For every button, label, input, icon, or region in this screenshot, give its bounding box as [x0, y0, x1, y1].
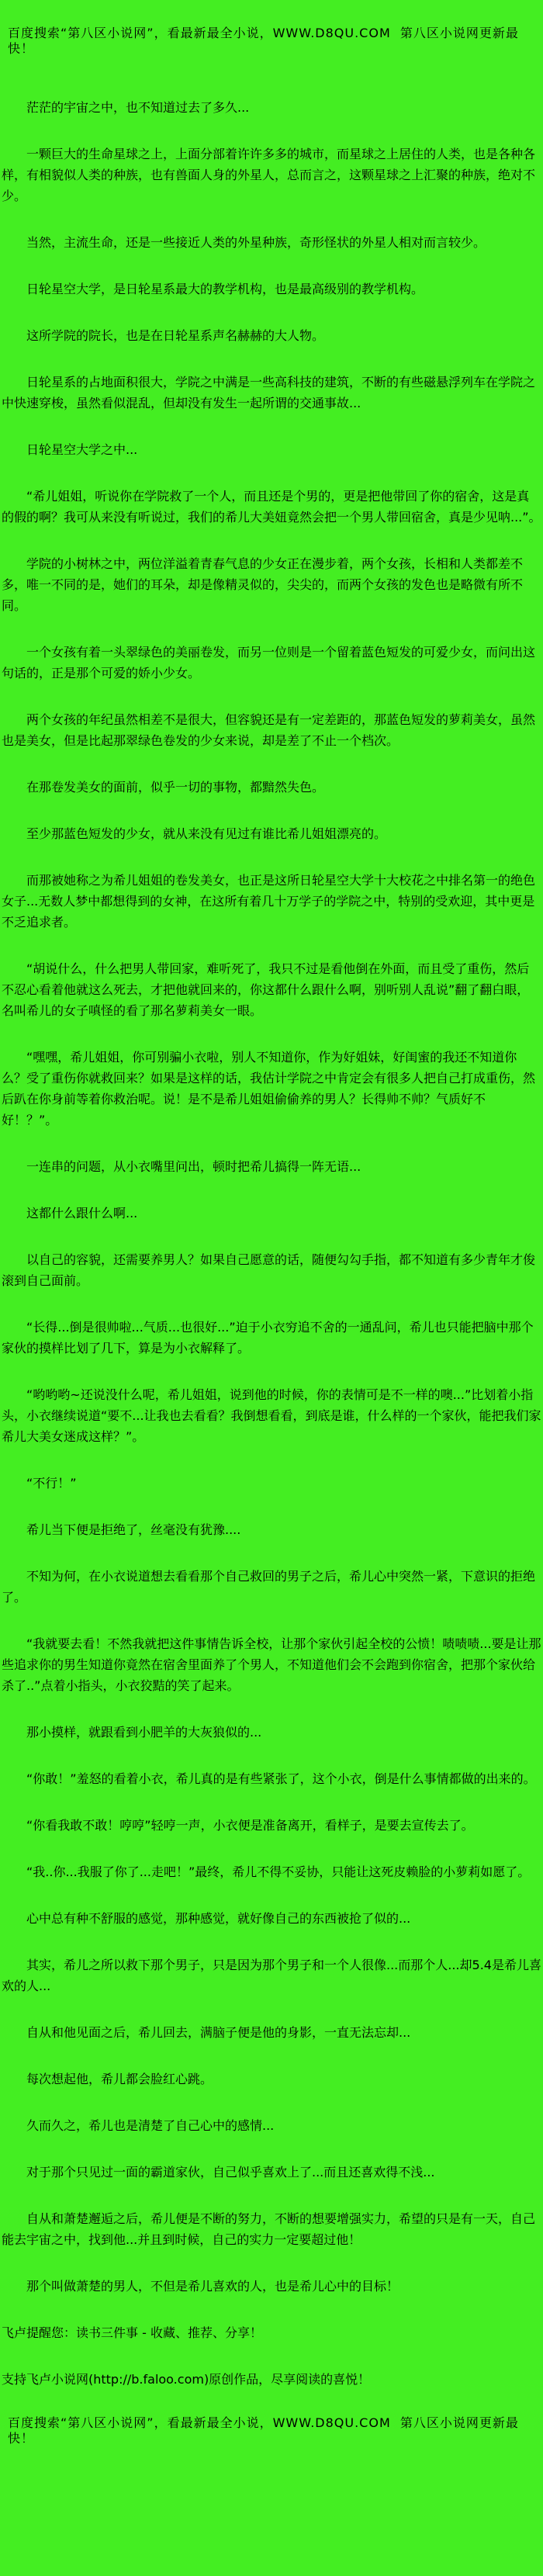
novel-paragraph: “嘿嘿，希儿姐姐，你可别骗小衣啦，别人不知道你，作为好姐妹，好闺蜜的我还不知道你么？受了重伤你就救回来？如果是这样的话，我估计学院之中肯定会有很多人把自己打成重伤，然后趴在你身前等着你救治呢。说！是不是希儿姐姐偷偷养的男人？长得帅不帅？气质好不好！？”。 [2, 1050, 536, 1127]
novel-paragraph: “希儿姐姐，听说你在学院救了一个人，而且还是个男的，更是把他带回了你的宿舍，这是真的假的啊？我可从来没有听说过，我们的希儿大美妞竟然会把一个男人带回宿舍，真是少见呐...”。 [2, 489, 541, 525]
novel-paragraph: 以自己的容貌，还需要养男人？如果自己愿意的话，随便勾勾手指，都不知道有多少青年才俊滚到自己面前。 [2, 1252, 536, 1288]
novel-paragraph: 每次想起他，希儿都会脸红心跳。 [26, 2072, 213, 2086]
promo-banner-bottom: 百度搜索“第八区小说网”，看最新最全小说，WWW.D8QU.COM 第八区小说网更新最快！ [8, 2415, 519, 2446]
novel-paragraph: 心中总有种不舒服的感觉，那种感觉，就好像自己的东西被抢了似的... [26, 1911, 411, 1926]
novel-paragraph: 一颗巨大的生命星球之上，上面分部着许许多多的城市，而星球之上居住的人类，也是各种各样，有相貌似人类的种族，也有兽面人身的外星人，总而言之，这颗星球之上汇聚的种族，绝对不少。 [2, 147, 536, 203]
novel-paragraph: “你看我敢不敢！哼哼”轻哼一声，小衣便是准备离开，看样子，是要去宣传去了。 [26, 1818, 474, 1833]
novel-paragraph: 其实，希儿之所以救下那个男子，只是因为那个男子和一个人很像...而那个人...却5.4是希儿喜欢的人... [2, 1958, 541, 1993]
novel-paragraph: 日轮星空大学之中... [26, 442, 138, 457]
novel-paragraph: 当然，主流生命，还是一些接近人类的外星种族，奇形怪状的外星人相对而言较少。 [26, 235, 486, 250]
novel-paragraph: 在那卷发美女的面前，似乎一切的事物，都黯然失色。 [26, 780, 325, 795]
novel-paragraph: “胡说什么，什么把男人带回家，难听死了，我只不过是看他倒在外面，而且受了重伤，然后不忍心看着他就这么死去，才把他就回来的，你这都什么跟什么啊，别听别人乱说”翻了翻白眼，名叫希儿的女子嗔怪的看了那名萝莉美女一眼。 [2, 961, 530, 1018]
novel-paragraph: 久而久之，希儿也是清楚了自己心中的感情... [26, 2118, 275, 2133]
novel-paragraph: “哟哟哟~还说没什么呢，希儿姐姐，说到他的时候，你的表情可是不一样的噢...”比划着小指头，小衣继续说道“要不...让我也去看看？我倒想看看，到底是谁，什么样的一个家伙，能把我们家希儿大美女迷成这样？”。 [2, 1387, 541, 1444]
novel-paragraph: 那小摸样，就跟看到小肥羊的大灰狼似的... [26, 1725, 262, 1740]
novel-paragraph: 而那被她称之为希儿姐姐的卷发美女，也正是这所日轮星空大学十大校花之中排名第一的绝色女子...无数人梦中都想得到的女神，在这所有着几十万学子的学院之中，特别的受欢迎，其中更是不乏追求者。 [2, 873, 536, 930]
novel-paragraph: 茫茫的宇宙之中，也不知道过去了多久... [26, 100, 250, 115]
novel-paragraph: 学院的小树林之中，两位洋溢着青春气息的少女正在漫步着，两个女孩，长相和人类都差不多，唯一不同的是，她们的耳朵，却是像精灵似的，尖尖的，而两个女孩的发色也是略微有所不同。 [2, 556, 524, 613]
novel-paragraph: “我就要去看！不然我就把这件事情告诉全校，让那个家伙引起全校的公愤！啧啧啧...要是让那些追求你的男生知道你竟然在宿舍里面养了个男人，不知道他们会不会跑到你宿舍，把那个家伙给杀了..”点着小指头，小衣狡黠的笑了起来。 [2, 1636, 541, 1693]
novel-paragraph: 自从和他见面之后，希儿回去，满脑子便是他的身影，一直无法忘却... [26, 2025, 411, 2040]
novel-paragraph: 希儿当下便是拒绝了，丝毫没有犹豫.... [26, 1522, 241, 1537]
novel-paragraph: 不知为何，在小衣说道想去看看那个自己救回的男子之后，希儿心中突然一紧，下意识的拒绝了。 [2, 1569, 536, 1605]
novel-paragraph: “你敢！”羞怒的看着小衣，希儿真的是有些紧张了，这个小衣，倒是什么事情都做的出来的。 [26, 1771, 536, 1786]
novel-paragraph: 至少那蓝色短发的少女，就从来没有见过有谁比希儿姐姐漂亮的。 [26, 826, 387, 841]
reader-reminder-line: 飞卢提醒您：读书三件事 - 收藏、推荐、分享！ [2, 2325, 262, 2340]
novel-paragraph: 一个女孩有着一头翠绿色的美丽卷发，而另一位则是一个留着蓝色短发的可爱少女，而问出这句话的，正是那个可爱的娇小少女。 [2, 645, 536, 680]
novel-paragraph: 对于那个只见过一面的霸道家伙，自己似乎喜欢上了...而且还喜欢得不浅... [26, 2165, 435, 2180]
novel-paragraph: 一连串的问题，从小衣嘴里问出，顿时把希儿搞得一阵无语... [26, 1159, 361, 1174]
novel-paragraph: “长得...倒是很帅啦...气质...也很好...”迫于小衣穷追不舍的一通乱问，希儿也只能把脑中那个家伙的摸样比划了几下，算是为小衣解释了。 [2, 1320, 534, 1356]
novel-paragraph: 日轮星系的占地面积很大，学院之中满是一些高科技的建筑，不断的有些磁悬浮列车在学院之中快速穿梭，虽然看似混乱，但却没有发生一起所谓的交通事故... [2, 375, 536, 410]
novel-paragraph: 自从和萧楚邂逅之后，希儿便是不断的努力，不断的想要增强实力，希望的只是有一天，自己能去宇宙之中，找到他...并且到时候，自己的实力一定要超过他！ [2, 2211, 536, 2247]
novel-paragraph: 两个女孩的年纪虽然相差不是很大，但容貌还是有一定差距的，那蓝色短发的萝莉美女，虽然也是美女，但是比起那翠绿色卷发的少女来说，却是差了不止一个档次。 [2, 712, 536, 748]
novel-paragraph: 这都什么跟什么啊... [26, 1206, 138, 1220]
support-site-line: 支持飞卢小说网(http://b.faloo.com)原创作品，尽享阅读的喜悦！ [2, 2372, 371, 2387]
novel-paragraph: “不行！” [26, 1476, 77, 1491]
novel-text-body [2, 97, 541, 2297]
promo-banner-top: 百度搜索“第八区小说网”，看最新最全小说，WWW.D8QU.COM 第八区小说网更新最快！ [8, 26, 519, 56]
novel-paragraph: “我..你...我服了你了...走吧！”最终，希儿不得不妥协，只能让这死皮赖脸的小萝莉如愿了。 [26, 1864, 531, 1879]
novel-paragraph: 那个叫做萧楚的男人，不但是希儿喜欢的人，也是希儿心中的目标！ [26, 2279, 399, 2294]
novel-paragraph: 日轮星空大学，是日轮星系最大的教学机构，也是最高级别的教学机构。 [26, 282, 424, 296]
novel-paragraph: 这所学院的院长，也是在日轮星系声名赫赫的大人物。 [26, 328, 325, 343]
